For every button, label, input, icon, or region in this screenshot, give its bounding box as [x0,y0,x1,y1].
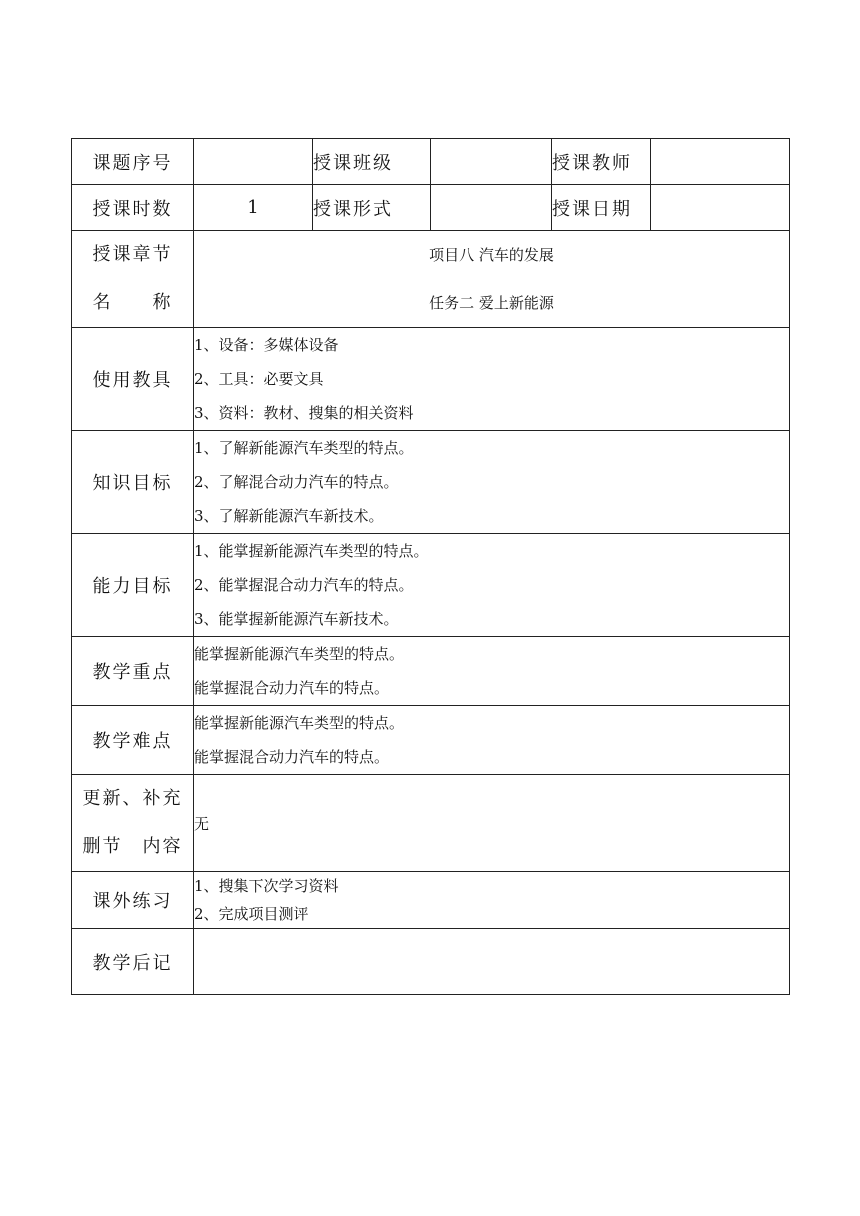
key-points-content [194,637,790,706]
chapter-label [72,231,194,328]
chapter-label-line1: 授课章节 [92,244,173,265]
updates-label [72,775,194,872]
notes-content [194,929,790,995]
class-label: 授课班级 [313,139,431,185]
updates-row [72,775,790,872]
knowledge-label: 知识目标 [72,431,194,534]
tools-item: 2、工具：必要文具 [194,370,324,388]
updates-label-line2: 删节 内容 [82,836,183,857]
tools-content [194,328,790,431]
difficulties-content [194,706,790,775]
notes-row [72,929,790,995]
form-value [431,185,552,231]
key-points-row [72,637,790,706]
tools-row [72,328,790,431]
ability-content [194,534,790,637]
form-label: 授课形式 [313,185,431,231]
chapter-project: 项目八 汽车的发展 [429,246,554,264]
updates-label-line1: 更新、补充 [82,788,183,809]
homework-content [194,872,790,929]
homework-item: 1、搜集下次学习资料 [194,877,339,895]
chapter-name [194,231,790,328]
homework-row [72,872,790,929]
teacher-label: 授课教师 [552,139,651,185]
key-points-label: 教学重点 [72,637,194,706]
teacher-value [651,139,790,185]
notes-label: 教学后记 [72,929,194,995]
knowledge-content [194,431,790,534]
tools-item: 1、设备：多媒体设备 [194,336,339,354]
ability-item: 2、能掌握混合动力汽车的特点。 [194,576,414,594]
difficulties-item: 能掌握新能源汽车类型的特点。 [194,714,405,732]
knowledge-item: 1、了解新能源汽车类型的特点。 [194,439,414,457]
ability-label: 能力目标 [72,534,194,637]
topic-no-label: 课题序号 [72,139,194,185]
knowledge-item: 2、了解混合动力汽车的特点。 [194,473,399,491]
header-row-1 [72,139,790,185]
chapter-row [72,231,790,328]
class-value [431,139,552,185]
hours-value: 1 [194,185,313,231]
homework-item: 2、完成项目测评 [194,905,309,923]
chapter-task: 任务二 爱上新能源 [429,294,554,312]
difficulties-item: 能掌握混合动力汽车的特点。 [194,748,390,766]
topic-no-value [194,139,313,185]
key-points-item: 能掌握新能源汽车类型的特点。 [194,645,405,663]
hours-label: 授课时数 [72,185,194,231]
ability-item: 1、能掌握新能源汽车类型的特点。 [194,542,429,560]
tools-item: 3、资料：教材、搜集的相关资料 [194,404,414,422]
knowledge-item: 3、了解新能源汽车新技术。 [194,507,384,525]
date-label: 授课日期 [552,185,651,231]
date-value [651,185,790,231]
ability-item: 3、能掌握新能源汽车新技术。 [194,610,399,628]
homework-label: 课外练习 [72,872,194,929]
knowledge-row [72,431,790,534]
key-points-item: 能掌握混合动力汽车的特点。 [194,679,390,697]
difficulties-label: 教学难点 [72,706,194,775]
header-row-2 [72,185,790,231]
lesson-plan-table [71,138,790,995]
chapter-label-line2: 名 称 [92,292,173,313]
updates-content: 无 [194,775,790,872]
difficulties-row [72,706,790,775]
tools-label: 使用教具 [72,328,194,431]
ability-row [72,534,790,637]
